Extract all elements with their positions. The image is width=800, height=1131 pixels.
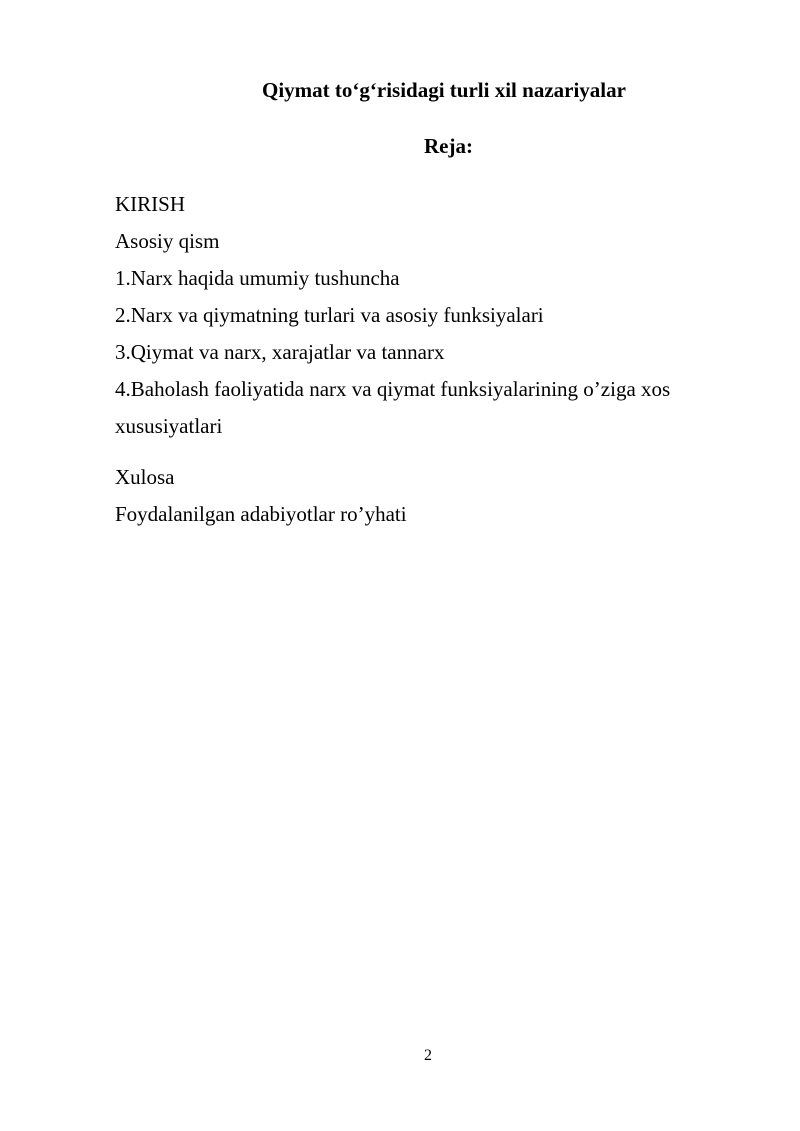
- plan-item-3: 3.Qiymat va narx, xarajatlar va tannarx: [115, 340, 445, 364]
- page-number: 2: [424, 1047, 432, 1064]
- plan-item-introduction: KIRISH: [115, 192, 186, 216]
- plan-item-2: 2.Narx va qiymatning turlari va asosiy funksiyalari: [115, 303, 544, 327]
- plan-item-main-part: Asosiy qism: [115, 229, 220, 253]
- plan-list: [115, 186, 695, 533]
- plan-item-4: 4.Baholash faoliyatida narx va qiymat funksiyalarining o’ziga xos xususiyatlari: [115, 377, 671, 438]
- document-title: Qiymat to‘g‘risidagi turli xil nazariyalar: [262, 78, 626, 102]
- plan-item-conclusion: Xulosa: [115, 465, 175, 489]
- plan-item-references: Foydalanilgan adabiyotlar ro’yhati: [115, 502, 407, 526]
- plan-heading: Reja:: [424, 134, 473, 158]
- plan-item-1: 1.Narx haqida umumiy tushuncha: [115, 266, 400, 290]
